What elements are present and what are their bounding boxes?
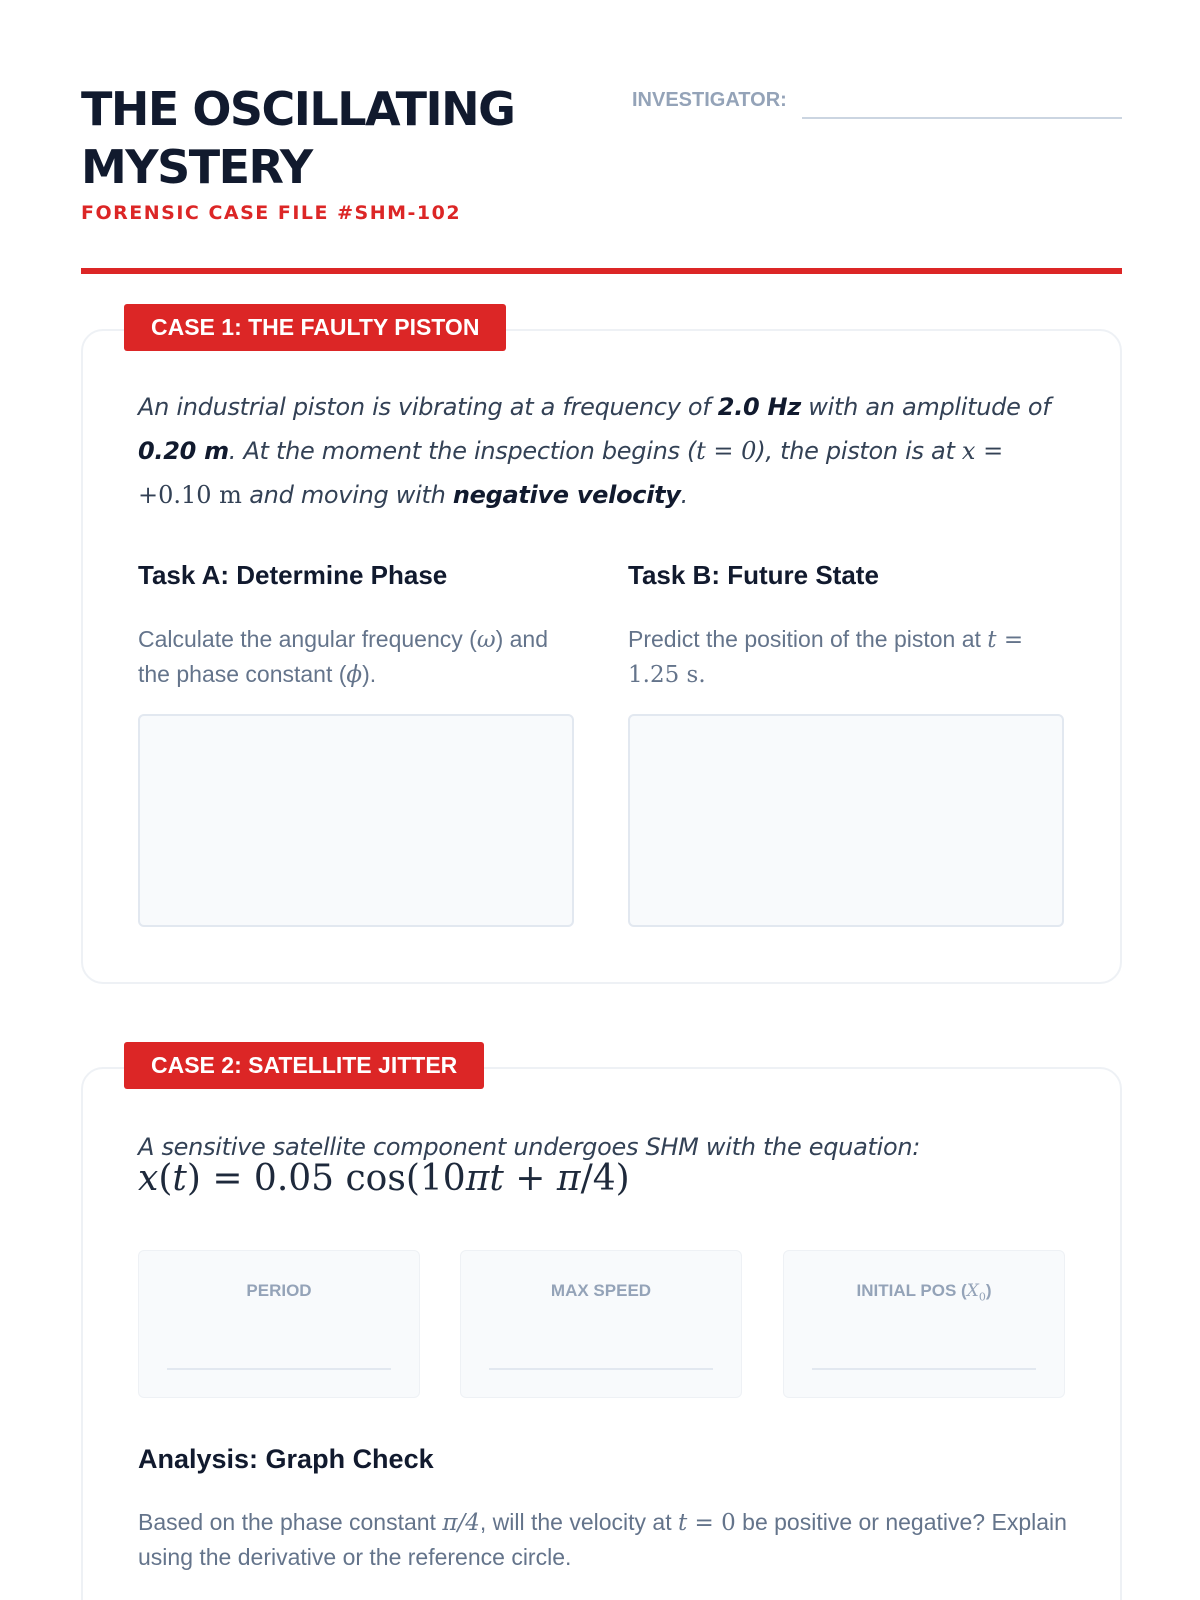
intro-text: .: [680, 481, 688, 509]
max-speed-input-line[interactable]: [489, 1368, 713, 1370]
task-b-description: [628, 622, 1068, 692]
task-b-title: Task B: Future State: [628, 560, 879, 590]
case-1-tag: CASE 1: THE FAULTY PISTON: [124, 304, 506, 351]
eq-plus: +: [503, 1158, 557, 1199]
math-time-var: t: [987, 627, 997, 653]
analysis-title: Analysis: Graph Check: [138, 1444, 434, 1474]
initial-position-input-line[interactable]: [812, 1368, 1036, 1370]
analysis-description: [138, 1505, 1098, 1574]
analysis-text: Based on the phase constant: [138, 1509, 443, 1535]
eq-pi: π: [556, 1158, 581, 1199]
math-initial-time: t = 0: [696, 437, 757, 465]
task-a-answer-box[interactable]: [138, 714, 574, 927]
math-phase-value: π/4: [442, 1510, 480, 1536]
case-1-description: [138, 385, 1078, 517]
page-title-line-2: MYSTERY: [81, 140, 312, 194]
period-metric-card: [138, 1250, 420, 1398]
period-input-line[interactable]: [167, 1368, 391, 1370]
math-time-value: = 0: [687, 1510, 736, 1536]
math-position-var: x: [961, 437, 976, 465]
math-time-value: = 1.25 s.: [628, 627, 1024, 688]
initial-position-label-text: ): [985, 1281, 992, 1300]
page-title-line-1: THE OSCILLATING: [81, 82, 515, 136]
phi-symbol: ϕ: [346, 662, 363, 688]
math-position-value: = +0.10 m: [138, 437, 1004, 509]
eq-pi: π: [465, 1158, 490, 1199]
intro-text: . At the moment the inspection begins (: [228, 437, 697, 465]
eq-t: t: [489, 1158, 504, 1199]
eq-paren: (: [158, 1158, 173, 1199]
math-time-var: t: [677, 1510, 688, 1536]
eq-t: t: [172, 1158, 187, 1199]
initial-position-label-text: INITIAL POS (: [856, 1281, 967, 1300]
intro-text: ), the piston is at: [756, 437, 962, 465]
max-speed-metric-card: [460, 1250, 742, 1398]
case-2-tag: CASE 2: SATELLITE JITTER: [124, 1042, 484, 1089]
shm-equation: [138, 1158, 630, 1199]
amplitude-value: 0.20 m: [138, 437, 229, 465]
frequency-value: 2.0 Hz: [717, 393, 801, 421]
worksheet-header: [81, 80, 1121, 280]
task-a-text: ).: [362, 661, 377, 687]
case-2-description: A sensitive satellite component undergoes SHM with the equation:: [138, 1133, 921, 1161]
initial-position-var: X: [966, 1281, 979, 1301]
intro-text: with an amplitude of: [800, 393, 1051, 421]
task-a-title: Task A: Determine Phase: [138, 560, 448, 590]
velocity-direction: negative velocity: [452, 481, 681, 509]
investigator-field: [632, 89, 1121, 121]
analysis-text: , will the velocity at: [479, 1509, 678, 1535]
task-a-text: Calculate the angular frequency (: [138, 626, 477, 652]
investigator-input-line[interactable]: [802, 117, 1122, 119]
task-a-text: ) and the phase constant (: [138, 626, 549, 687]
initial-position-subscript: 0: [978, 1290, 986, 1304]
eq-end: /4): [580, 1158, 630, 1199]
task-b-text: Predict the position of the piston at: [628, 626, 988, 652]
eq-body: ) = 0.05 cos(10: [186, 1158, 466, 1199]
intro-text: and moving with: [241, 481, 453, 509]
max-speed-label: MAX SPEED: [550, 1281, 652, 1300]
period-label: PERIOD: [246, 1281, 312, 1300]
header-divider: [81, 268, 1122, 274]
omega-symbol: ω: [476, 627, 496, 653]
intro-text: An industrial piston is vibrating at a frequency of: [138, 393, 718, 421]
eq-x: x: [138, 1158, 159, 1199]
task-a-description: [138, 622, 578, 692]
initial-position-metric-card: [783, 1250, 1065, 1398]
initial-position-label: [784, 1281, 1064, 1303]
task-b-answer-box[interactable]: [628, 714, 1064, 927]
analysis-text: be positive or negative? Explain using the derivative or the reference circle.: [138, 1509, 1067, 1570]
case-file-number: FORENSIC CASE FILE #SHM-102: [81, 202, 462, 224]
investigator-label: INVESTIGATOR:: [632, 89, 787, 111]
